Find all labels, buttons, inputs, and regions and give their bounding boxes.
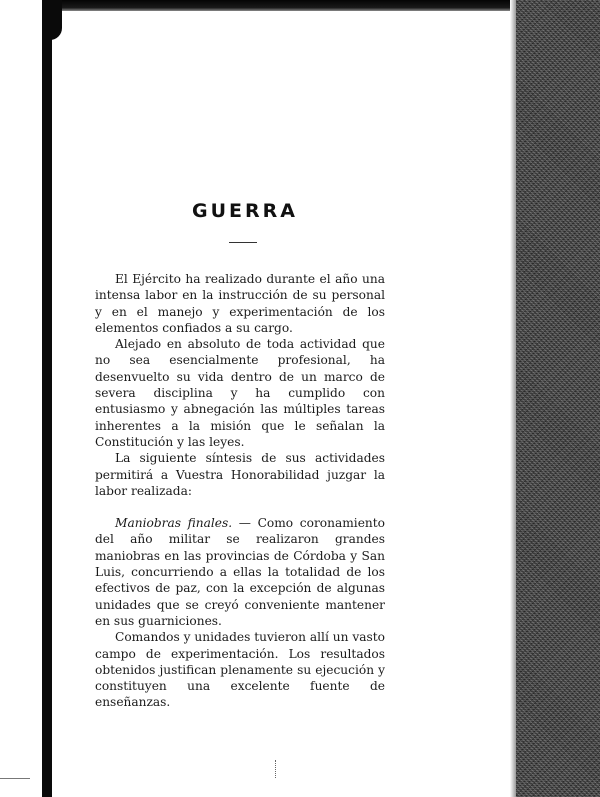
section-heading-maniobras: Maniobras finales. [115,516,233,531]
paragraph-3: La siguiente síntesis de sus actividades permitirá a Vuestra Honorabilidad juzgar la labor realizada: [95,451,385,498]
paragraph-2: Alejado en absoluto de toda actividad que no sea esencialmente profesional, ha desenvuelto su vida dentro de un marco de severa disciplina y ha cumplido con entusiasmo y abnegación las múltiples tareas inherentes a la misión que le señalan la Constitución y las leyes. [95,337,385,449]
scan-binding-bar [42,0,52,797]
paragraph-1: El Ejército ha realizado durante el año una intensa labor en la instrucción de su personal y en el manejo y experimentación de los elementos confiados a su cargo. [95,272,385,335]
paragraph-4-text: — Como coronamiento del año militar se realizaron grandes maniobras en las provincias de Córdoba y San Luis, concurriendo a ellas la totalidad de los efectivos de paz, con la excepción de algunas unidades que se creyó conveniente mantener en sus guarniciones. [95,516,385,628]
scan-binding-corner [42,0,62,40]
document-body [95,271,385,711]
scan-left-margin [0,0,42,797]
title-divider [229,242,257,243]
paragraph-5: Comandos y unidades tuvieron allí un vasto campo de experimentación. Los resultados obtenidos justifican plenamente su ejecución y constituyen una excelente fuente de enseñanzas. [95,630,385,710]
scan-artifact-line [0,778,30,779]
paragraph-4 [95,515,385,629]
page-title: GUERRA [192,200,298,222]
scan-right-edge [516,0,600,797]
scan-artifact-dots [275,760,278,778]
